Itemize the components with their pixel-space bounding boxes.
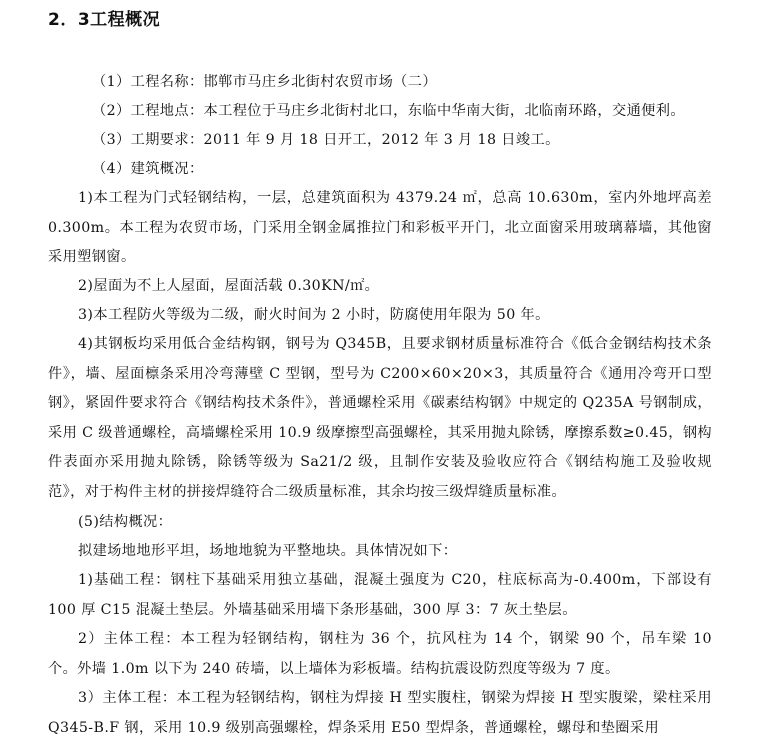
paragraph-site: 拟建场地地形平坦，场地地貌为平整地块。具体情况如下：: [78, 543, 458, 559]
paragraph-foundation: 1)基础工程：钢柱下基础采用独立基础，混凝土强度为 C20，柱底标高为-0.400m，下部设有 100 厚 C15 混凝土垫层。外墙基础采用墙下条形基础，300 厚 3：7 灰土垫层。: [48, 572, 712, 618]
paragraph-steel-materials: 4)其钢板均采用低合金结构钢，钢号为 Q345B，且要求钢材质量标准符合《低合金钢结构技术条件》，墙、屋面檩条采用冷弯薄壁 C 型钢，型号为 C200×60×20×3，其质量符合《通用冷弯开口型钢》，紧固件要求符合《钢结构技术条件》，普通螺栓采用《碳素结构钢》中规定的 Q235A 号钢制成，采用 C 级普通螺栓，高墙螺栓采用 10.9 级摩擦型高强螺栓，其采用抛丸除锈，摩擦系数≥0.45，钢构件表面亦采用抛丸除锈，除锈等级为 Sa21/2 级，且制作安装及验收应符合《钢结构施工及验收规范》，对于构件主材的拼接焊缝符合二级质量标准，其余均按三级焊缝质量标准。: [48, 336, 712, 500]
paragraph-fire-rating: 3)本工程防火等级为二级，耐火时间为 2 小时，防腐使用年限为 50 年。: [78, 307, 550, 323]
paragraph-project-name: （1）工程名称：邯郸市马庄乡北街村农贸市场（二）: [92, 74, 437, 90]
paragraph-project-location: （2）工程地点：本工程位于马庄乡北街村北口，东临中华南大街，北临南环路，交通便利。: [92, 103, 685, 119]
paragraph-building-structure: 1)本工程为门式轻钢结构，一层，总建筑面积为 4379.24 ㎡，总高 10.630m，室内外地坪高差 0.300m。本工程为农贸市场，门采用全钢金属推拉门和彩板平开门，北立面窗采用玻璃幕墙，其他窗采用塑钢窗。: [48, 190, 712, 266]
paragraph-roof: 2)屋面为不上人屋面，屋面活载 0.30KN/㎡。: [78, 278, 380, 294]
paragraph-main-structure-2: 3）主体工程：本工程为轻钢结构，钢柱为焊接 H 型实腹柱，钢梁为焊接 H 型实腹梁，梁柱采用 Q345-B.F 钢，采用 10.9 级别高强螺栓，焊条采用 E50 型焊条，普通螺栓，螺母和垫圈采用: [48, 690, 712, 736]
paragraph-building-overview-heading: （4）建筑概况：: [92, 161, 204, 177]
paragraph-main-structure-1: 2）主体工程：本工程为轻钢结构，钢柱为 36 个，抗风柱为 14 个，钢梁 90 个，吊车梁 10 个。外墙 1.0m 以下为 240 砖墙，以上墙体为彩板墙。结构抗震设防烈度等级为 7 度。: [48, 631, 712, 677]
paragraph-structure-overview-heading: (5)结构概况：: [78, 514, 173, 530]
paragraph-schedule: （3）工期要求：2011 年 9 月 18 日开工，2012 年 3 月 18 日竣工。: [92, 132, 560, 148]
section-heading: 2．3工程概况: [48, 10, 161, 30]
